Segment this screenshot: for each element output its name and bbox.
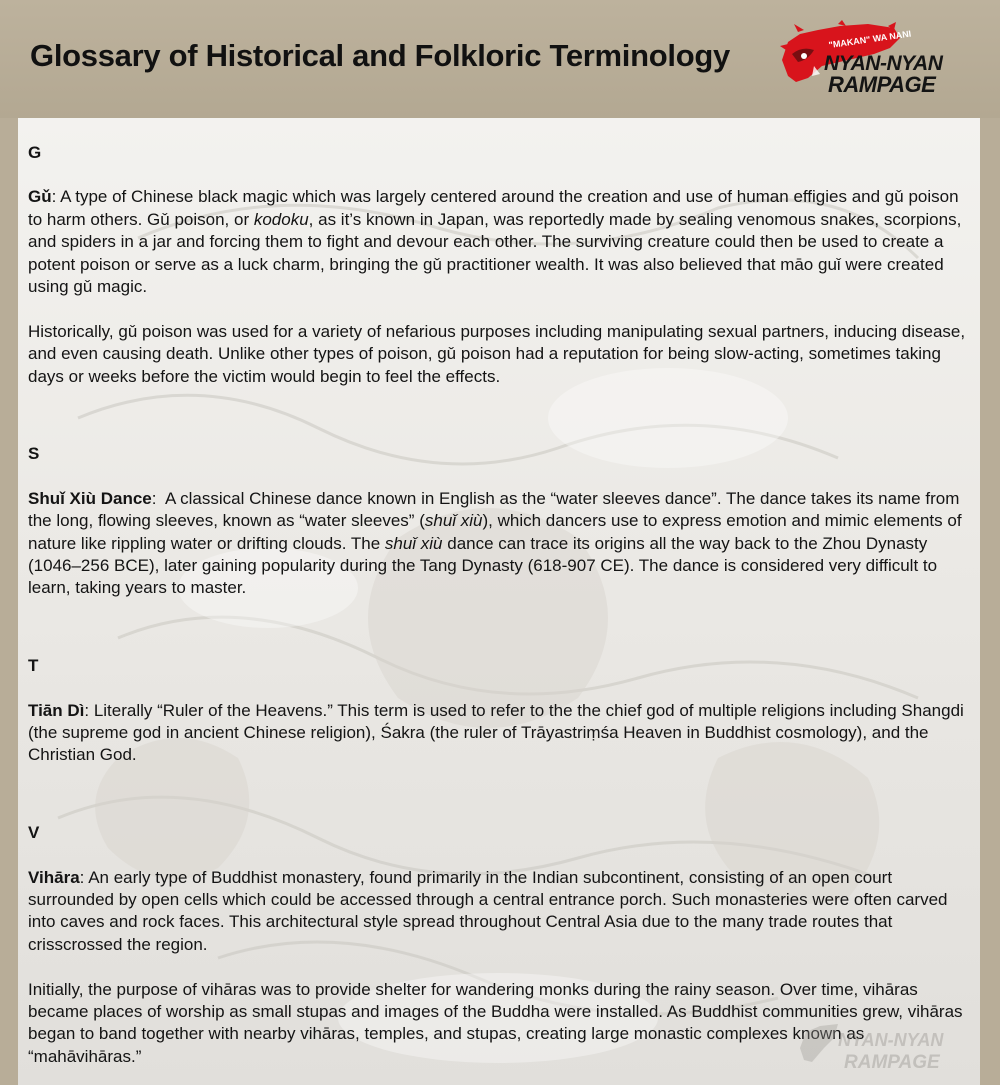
section-letter-s: S: [28, 444, 40, 464]
watermark-line1: NYAN-NYAN: [838, 1030, 944, 1050]
entry-shui-xiu-dance: Shuǐ Xiù Dance: A classical Chinese dance known in English as the “water sleeves dance”. The dance takes its name from the long, flowing sleeves, known as “water sleeves” (shuǐ xiù), which dancers use to express emotion and mimic elements of nature like rippling water or drifting clouds. The shuǐ xiù dance can trace its origins all the way back to the Zhou Dynasty (1046–256 BCE), later gaining popularity during the Tang Dynasty (618-907 CE). The dance is considered very difficult to learn, taking years to master.: [28, 488, 962, 598]
entry-tian-di: Tiān Dì: Literally “Ruler of the Heavens.” This term is used to refer to the the chief god of multiple religions including Shangdi (the supreme god in ancient Chinese religion), Śakra (the ruler of Trāyastriṃśa Heaven in Buddhist cosmology), and the Christian God.: [28, 700, 964, 765]
term-gu: Gǔ: [28, 187, 52, 207]
section-letter-t: T: [28, 656, 39, 676]
entry-vihara-purpose: Initially, the purpose of vihāras was to provide shelter for wandering monks during the rainy season. Over time, vihāras became places of worship as small stupas and images of the Buddha were installed. As Buddhist communities grew, vihāras began to band together with nearby vihāras, temples, and stupas, creating large monastic complexes known as “mahāvihāras.”: [28, 979, 963, 1066]
watermark-line2: RAMPAGE: [844, 1052, 940, 1073]
watermark-logo: [798, 1018, 978, 1078]
glossary-entries: [28, 142, 968, 1085]
term-tian-di: Tiān Dì: [28, 700, 85, 720]
logo-badge-text: "MAKAN" WA NANI: [828, 28, 912, 51]
term-vihara: Vihāra: [28, 867, 80, 887]
section-letter-v: V: [28, 823, 40, 843]
section-letter-g: G: [28, 143, 42, 162]
watermark-tiger-icon: [800, 1024, 838, 1062]
term-shui-xiu-dance: Shuǐ Xiù Dance: [28, 488, 152, 508]
page-title: Glossary of Historical and Folkloric Terminology: [30, 38, 730, 73]
entry-gu: Gǔ: A type of Chinese black magic which was largely centered around the creation and use of human effigies and gǔ poison to harm others. Gǔ poison, or kodoku, as it’s known in Japan, was reportedly made by sealing venomous snakes, scorpions, and spiders in a jar and forcing them to fight and devour each other. The surviving creature could then be used to create a potent poison or serve as a luck charm, bringing the gǔ practitioner wealth. It was also believed that māo guǐ were created using gǔ magic.: [28, 187, 962, 297]
glossary-panel: [18, 118, 980, 1085]
entry-vihara: Vihāra: An early type of Buddhist monastery, found primarily in the Indian subcontinent, consisting of an open court surrounded by open cells which could be accessed through a central entrance porch. Such monasteries were often carved into caves and rock faces. This architectural style spread throughout Central Asia due to the many trade routes that crisscrossed the region.: [28, 867, 948, 954]
site-logo[interactable]: [778, 20, 963, 100]
entry-gu-history: Historically, gǔ poison was used for a variety of nefarious purposes including manipulating sexual partners, inducing disease, and even causing death. Unlike other types of poison, gǔ poison had a reputation for being slow-acting, sometimes taking days or weeks before the victim would begin to feel the effects.: [28, 321, 966, 386]
logo-line2: RAMPAGE: [828, 72, 936, 97]
logo-line1: NYAN-NYAN: [824, 52, 943, 75]
header-bar: [0, 0, 1000, 118]
